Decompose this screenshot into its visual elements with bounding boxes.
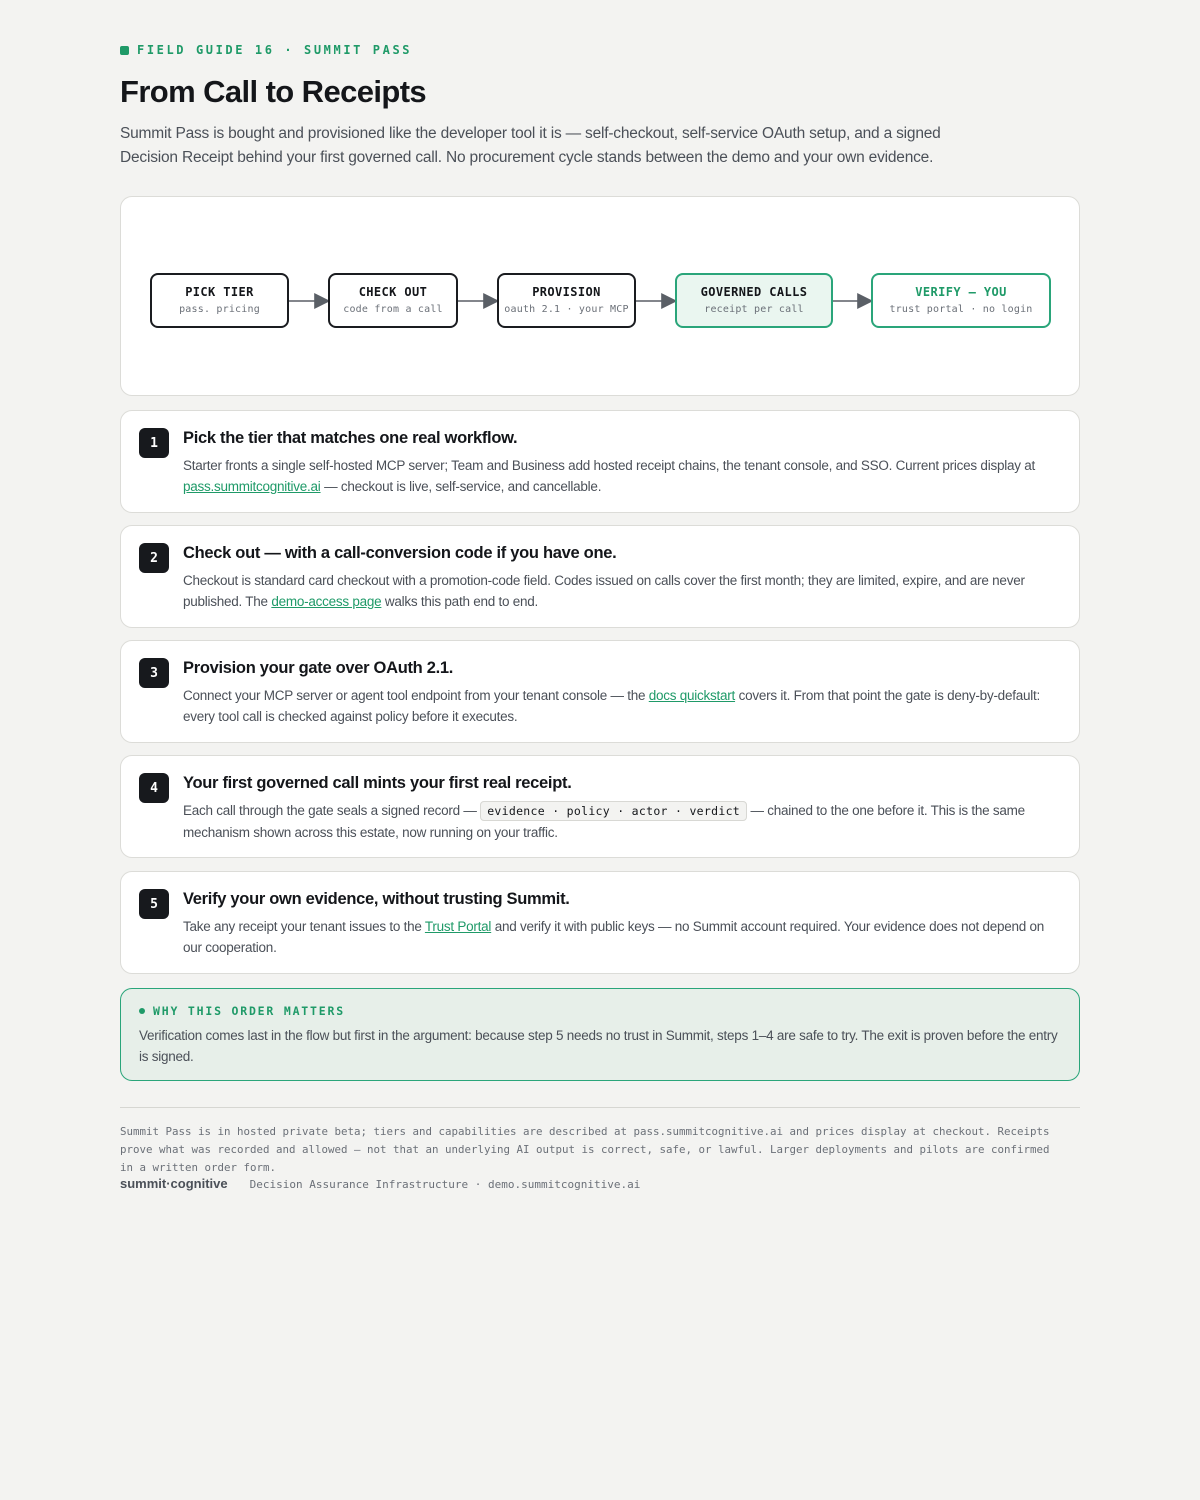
step-number: 5: [139, 889, 169, 919]
pricing-link[interactable]: pass.summitcognitive.ai: [183, 479, 321, 494]
callout-label: [139, 1004, 345, 1018]
footer: [120, 1176, 640, 1191]
step-number: 4: [139, 773, 169, 803]
docs-quickstart-link[interactable]: docs quickstart: [648, 688, 736, 703]
demo-access-link[interactable]: demo-access page: [271, 594, 382, 609]
step-card-3: [120, 640, 1080, 743]
why-order-callout: [120, 988, 1080, 1081]
flow-node-sub: receipt per call: [704, 304, 804, 315]
step-text: Take any receipt your tenant issues to the: [183, 919, 425, 934]
step-text: — chained to the one before it. This is the same mechanism shown across this estate, now running on your traffic.: [183, 803, 1025, 840]
callout-body: Verification comes last in the flow but first in the argument: because step 5 needs no trust in Summit, steps 1–4 are safe to try. The exit is proven before the entry is signed.: [139, 1028, 1058, 1064]
page-title: From Call to Receipts: [120, 74, 427, 109]
step-title: Your first governed call mints your first real receipt.: [183, 774, 572, 792]
step-text: Checkout is standard card checkout with a promotion-code field. Codes issued on calls cover the first month; they are limited, expire, and are never published. The: [183, 573, 1025, 609]
step-body: [183, 916, 1063, 958]
trust-portal-link[interactable]: Trust Portal: [424, 919, 492, 934]
step-text: Starter fronts a single self-hosted MCP server; Team and Business add hosted receipt chains, the tenant console, and SSO. Current prices display at: [183, 458, 1035, 473]
step-body: [183, 570, 1063, 612]
flow-node-sub: pass. pricing: [179, 304, 260, 315]
footer-divider: [120, 1107, 1080, 1108]
step-number: 3: [139, 658, 169, 688]
step-text: walks this path end to end.: [381, 594, 539, 609]
step-title: Verify your own evidence, without trusting Summit.: [183, 890, 570, 908]
step-text: — checkout is live, self-service, and cancellable.: [320, 479, 602, 494]
callout-label-text: WHY THIS ORDER MATTERS: [153, 1004, 345, 1018]
step-body: [183, 685, 1063, 727]
footer-meta: Decision Assurance Infrastructure · demo.summitcognitive.ai: [249, 1178, 641, 1191]
flow-node-provision: [497, 273, 636, 328]
flow-node-sub: trust portal · no login: [889, 304, 1033, 315]
flow-node-sub: code from a call: [343, 304, 443, 315]
step-card-5: [120, 871, 1080, 974]
flow-node-check-out: [328, 273, 458, 328]
brand-wordmark: summit·cognitive: [120, 1176, 228, 1191]
flow-node-title: GOVERNED CALLS: [700, 285, 808, 299]
step-number: 1: [139, 428, 169, 458]
step-card-2: [120, 525, 1080, 628]
step-text: and verify it with public keys — no Summit account required. Your evidence does not depend on our cooperation.: [183, 919, 1045, 955]
step-title: Check out — with a call-conversion code if you have one.: [183, 544, 617, 562]
flow-node-title: CHECK OUT: [358, 285, 428, 299]
flow-node-sub: oauth 2.1 · your MCP: [504, 304, 629, 315]
flow-node-pick-tier: [150, 273, 289, 328]
eyebrow: [120, 43, 412, 57]
flow-node-governed-calls: [675, 273, 833, 328]
flow-diagram: [120, 196, 1080, 396]
step-number: 2: [139, 543, 169, 573]
step-body: [183, 800, 1063, 843]
flow-node-verify: [871, 273, 1051, 328]
step-title: Provision your gate over OAuth 2.1.: [183, 659, 454, 677]
footnote: Summit Pass is in hosted private beta; tiers and capabilities are described at pass.summitcognitive.ai and prices display at checkout. Receipts prove what was recorded and allowed — not that an underlying AI output is correct, safe, or lawful. Larger deployments and pilots are confirmed in a written order form.: [120, 1125, 1050, 1174]
step-title: Pick the tier that matches one real workflow.: [183, 429, 518, 447]
eyebrow-square-icon: [120, 46, 129, 55]
receipt-fields-code: evidence · policy · actor · verdict: [480, 801, 747, 821]
flow-node-title: PICK TIER: [185, 285, 254, 299]
step-text: covers it. From that point the gate is deny-by-default: every tool call is checked against policy before it executes.: [183, 688, 1040, 724]
callout-dot-icon: [139, 1008, 145, 1014]
flow-node-title: PROVISION: [532, 285, 601, 299]
step-card-1: [120, 410, 1080, 513]
step-text: Connect your MCP server or agent tool endpoint from your tenant console — the: [183, 688, 649, 703]
lede: Summit Pass is bought and provisioned like the developer tool it is — self-checkout, self-service OAuth setup, and a signed Decision Receipt behind your first governed call. No procurement cycle stands between the demo and your own evidence.: [120, 125, 941, 166]
step-card-4: [120, 755, 1080, 858]
step-body: [183, 455, 1063, 497]
flow-node-title: VERIFY — YOU: [915, 285, 1007, 299]
eyebrow-text: FIELD GUIDE 16 · SUMMIT PASS: [137, 43, 413, 57]
step-text: Each call through the gate seals a signed record —: [183, 803, 481, 818]
